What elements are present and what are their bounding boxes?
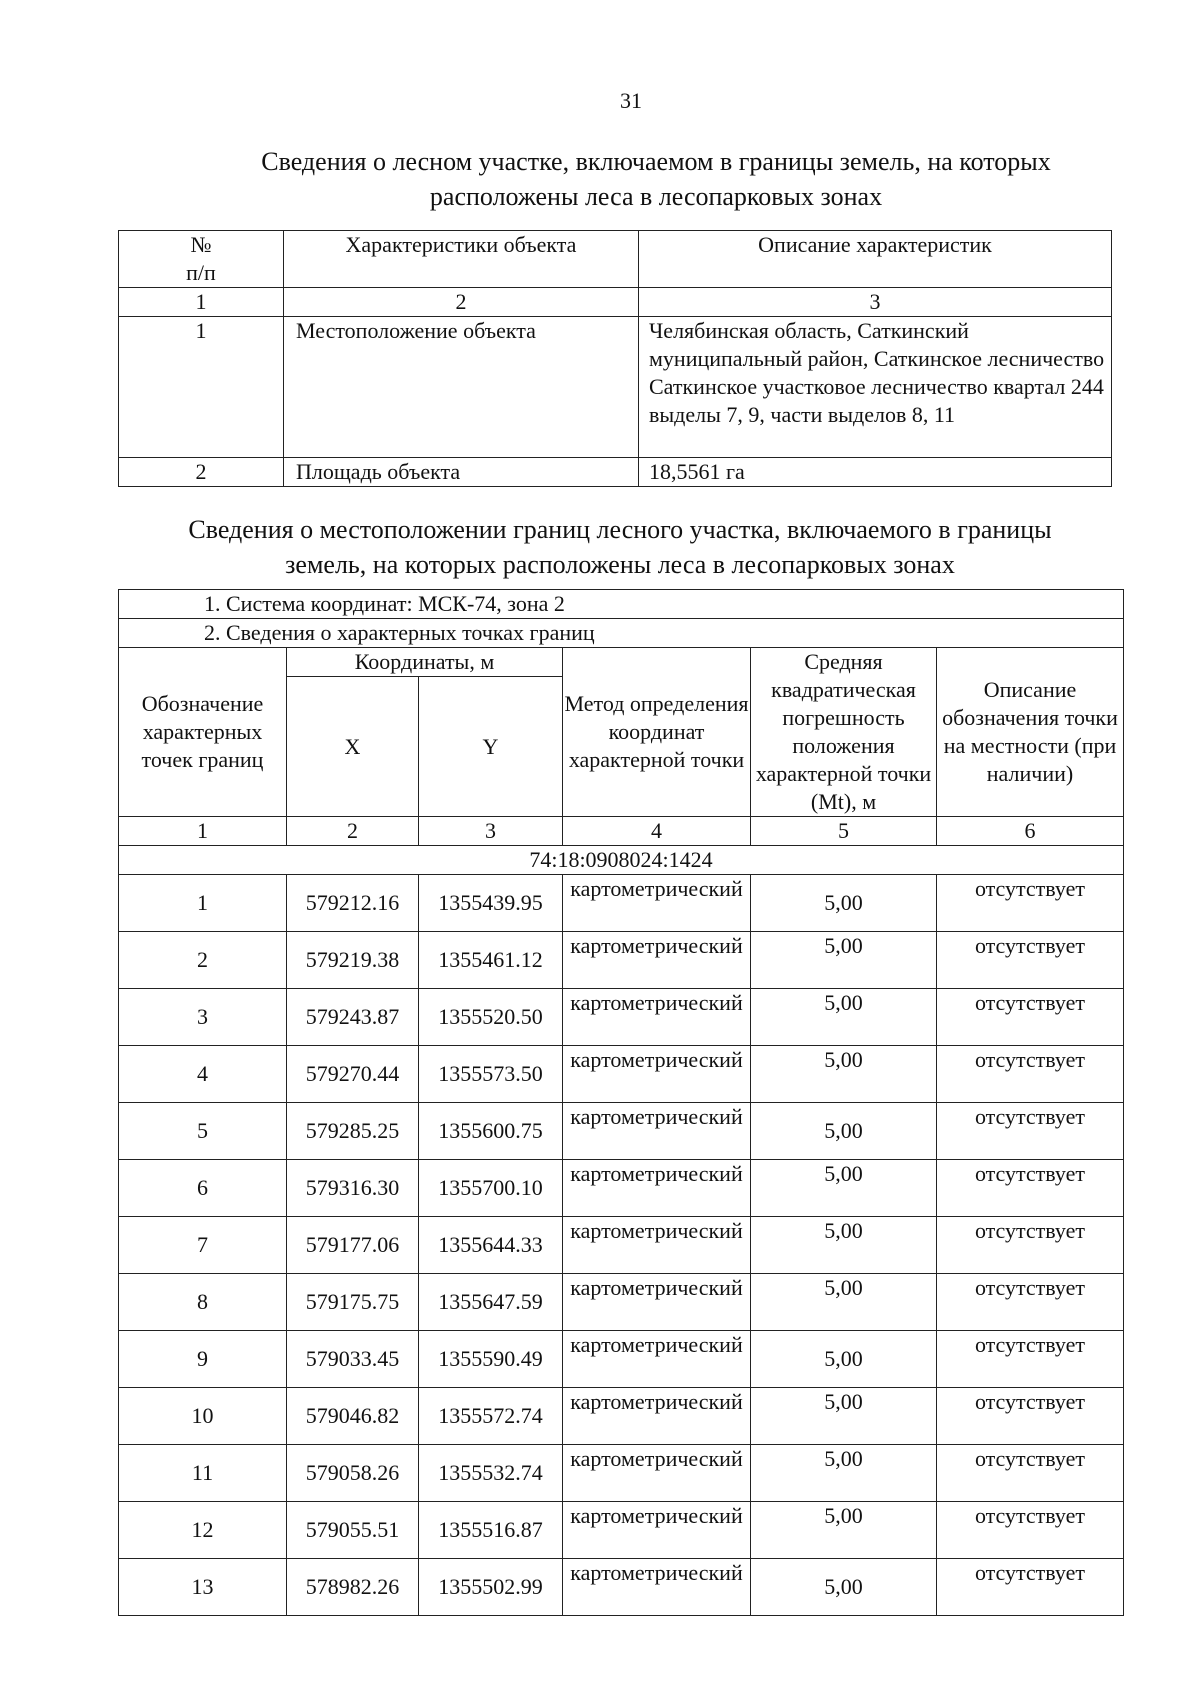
accuracy: 5,00	[751, 1217, 937, 1274]
coordinate-y: 1355461.12	[419, 932, 563, 989]
coordinate-y: 1355573.50	[419, 1046, 563, 1103]
method: картометрический	[563, 1502, 751, 1559]
method: картометрический	[563, 875, 751, 932]
coordinate-x: 579033.45	[287, 1331, 419, 1388]
column-number-row	[119, 817, 1124, 846]
row-characteristic: Площадь объекта	[284, 458, 639, 487]
coordinate-x: 579219.38	[287, 932, 419, 989]
column-number: 6	[937, 817, 1124, 846]
accuracy: 5,00	[751, 989, 937, 1046]
point-description: отсутствует	[937, 1046, 1124, 1103]
column-number: 2	[287, 817, 419, 846]
boundary-points-table	[118, 589, 1124, 1616]
header-description: Описание обозначения точки на местности (при наличии)	[937, 648, 1124, 817]
header-y: Y	[419, 677, 563, 817]
point-description: отсутствует	[937, 1502, 1124, 1559]
column-number: 1	[119, 288, 284, 317]
table-row	[119, 1559, 1124, 1616]
table-row	[119, 458, 1112, 487]
accuracy: 5,00	[751, 1103, 937, 1160]
method: картометрический	[563, 1331, 751, 1388]
coordinate-x: 579316.30	[287, 1160, 419, 1217]
point-number: 2	[119, 932, 287, 989]
accuracy: 5,00	[751, 1502, 937, 1559]
point-description: отсутствует	[937, 875, 1124, 932]
method: картометрический	[563, 1559, 751, 1616]
method: картометрический	[563, 1388, 751, 1445]
column-number: 2	[284, 288, 639, 317]
table-row	[119, 1160, 1124, 1217]
accuracy: 5,00	[751, 875, 937, 932]
coordinate-x: 579270.44	[287, 1046, 419, 1103]
row-description: 18,5561 га	[639, 458, 1112, 487]
table-row	[119, 1103, 1124, 1160]
table-header-row	[119, 648, 1124, 677]
method: картометрический	[563, 1274, 751, 1331]
coordinate-x: 579055.51	[287, 1502, 419, 1559]
point-number: 4	[119, 1046, 287, 1103]
coordinate-y: 1355502.99	[419, 1559, 563, 1616]
title-line: земель, на которых расположены леса в лесопарковых зонах	[285, 550, 955, 579]
coordinate-x: 579285.25	[287, 1103, 419, 1160]
table-row	[119, 1502, 1124, 1559]
coordinate-y: 1355572.74	[419, 1388, 563, 1445]
title-line: Сведения о лесном участке, включаемом в границы земель, на которых	[261, 147, 1051, 176]
forest-plot-info-table	[118, 230, 1112, 487]
parcel-number: 74:18:0908024:1424	[119, 846, 1124, 875]
column-number: 5	[751, 817, 937, 846]
column-number: 1	[119, 817, 287, 846]
parcel-row	[119, 846, 1124, 875]
section-title-boundaries	[20, 512, 1200, 582]
point-number: 5	[119, 1103, 287, 1160]
table-row	[119, 1046, 1124, 1103]
row-number: 1	[119, 317, 284, 458]
header-coordinates: Координаты, м	[287, 648, 563, 677]
accuracy: 5,00	[751, 1046, 937, 1103]
point-number: 9	[119, 1331, 287, 1388]
table-row	[119, 989, 1124, 1046]
coordinate-y: 1355439.95	[419, 875, 563, 932]
point-number: 3	[119, 989, 287, 1046]
table-row	[119, 1331, 1124, 1388]
coordinate-x: 579212.16	[287, 875, 419, 932]
table-row	[119, 1388, 1124, 1445]
accuracy: 5,00	[751, 1445, 937, 1502]
title-line: расположены леса в лесопарковых зонах	[429, 182, 883, 211]
points-section-title: 2. Сведения о характерных точках границ	[119, 619, 1124, 648]
header-method: Метод определения координат характерной точки	[563, 648, 751, 817]
table-row	[119, 317, 1112, 458]
coordinate-y: 1355590.49	[419, 1331, 563, 1388]
coordinate-y: 1355520.50	[419, 989, 563, 1046]
coordinate-x: 579046.82	[287, 1388, 419, 1445]
point-description: отсутствует	[937, 1331, 1124, 1388]
coordinate-y: 1355516.87	[419, 1502, 563, 1559]
row-characteristic: Местоположение объекта	[284, 317, 639, 458]
coordinate-x: 579243.87	[287, 989, 419, 1046]
point-number: 7	[119, 1217, 287, 1274]
table-row	[119, 1217, 1124, 1274]
accuracy: 5,00	[751, 1559, 937, 1616]
coordinate-y: 1355647.59	[419, 1274, 563, 1331]
coordinate-y: 1355600.75	[419, 1103, 563, 1160]
method: картометрический	[563, 932, 751, 989]
point-description: отсутствует	[937, 1103, 1124, 1160]
point-number: 10	[119, 1388, 287, 1445]
coordinate-x: 578982.26	[287, 1559, 419, 1616]
title-line: Сведения о местоположении границ лесного участка, включаемого в границы	[188, 515, 1052, 544]
coordinate-y: 1355532.74	[419, 1445, 563, 1502]
header-description: Описание характеристик	[639, 231, 1112, 288]
row-number: 2	[119, 458, 284, 487]
point-description: отсутствует	[937, 1217, 1124, 1274]
method: картометрический	[563, 1217, 751, 1274]
point-number: 13	[119, 1559, 287, 1616]
coordinate-system-row	[119, 590, 1124, 619]
point-number: 11	[119, 1445, 287, 1502]
column-number: 3	[639, 288, 1112, 317]
header-accuracy: Средняя квадратическая погрешность положения характерной точки (Mt), м	[751, 648, 937, 817]
table-row	[119, 932, 1124, 989]
coordinate-y: 1355644.33	[419, 1217, 563, 1274]
accuracy: 5,00	[751, 1160, 937, 1217]
method: картометрический	[563, 1445, 751, 1502]
point-description: отсутствует	[937, 932, 1124, 989]
point-description: отсутствует	[937, 1388, 1124, 1445]
header-characteristic: Характеристики объекта	[284, 231, 639, 288]
method: картометрический	[563, 1160, 751, 1217]
accuracy: 5,00	[751, 1331, 937, 1388]
point-description: отсутствует	[937, 1445, 1124, 1502]
point-description: отсутствует	[937, 1559, 1124, 1616]
column-number: 4	[563, 817, 751, 846]
coordinate-system: 1. Система координат: МСК-74, зона 2	[119, 590, 1124, 619]
point-description: отсутствует	[937, 989, 1124, 1046]
accuracy: 5,00	[751, 932, 937, 989]
coordinate-x: 579175.75	[287, 1274, 419, 1331]
section-title-forest-plot	[56, 144, 1200, 214]
point-number: 12	[119, 1502, 287, 1559]
method: картометрический	[563, 1046, 751, 1103]
column-number: 3	[419, 817, 563, 846]
accuracy: 5,00	[751, 1388, 937, 1445]
method: картометрический	[563, 989, 751, 1046]
header-point: Обозначение характерных точек границ	[119, 648, 287, 817]
coordinate-x: 579177.06	[287, 1217, 419, 1274]
row-description: Челябинская область, Саткинский муниципальный район, Саткинское лесничество Саткинское участковое лесничество квартал 244 выделы 7, 9, части выделов 8, 11	[639, 317, 1112, 458]
header-number: № п/п	[119, 231, 284, 288]
table-header-row	[119, 231, 1112, 288]
points-section-row	[119, 619, 1124, 648]
accuracy: 5,00	[751, 1274, 937, 1331]
table-row	[119, 1274, 1124, 1331]
point-number: 1	[119, 875, 287, 932]
point-number: 8	[119, 1274, 287, 1331]
coordinate-y: 1355700.10	[419, 1160, 563, 1217]
table-row	[119, 875, 1124, 932]
method: картометрический	[563, 1103, 751, 1160]
point-description: отсутствует	[937, 1274, 1124, 1331]
point-number: 6	[119, 1160, 287, 1217]
point-description: отсутствует	[937, 1160, 1124, 1217]
column-number-row	[119, 288, 1112, 317]
table-row	[119, 1445, 1124, 1502]
coordinate-x: 579058.26	[287, 1445, 419, 1502]
header-x: X	[287, 677, 419, 817]
points-body	[119, 875, 1124, 1616]
page-number: 31	[620, 88, 642, 113]
